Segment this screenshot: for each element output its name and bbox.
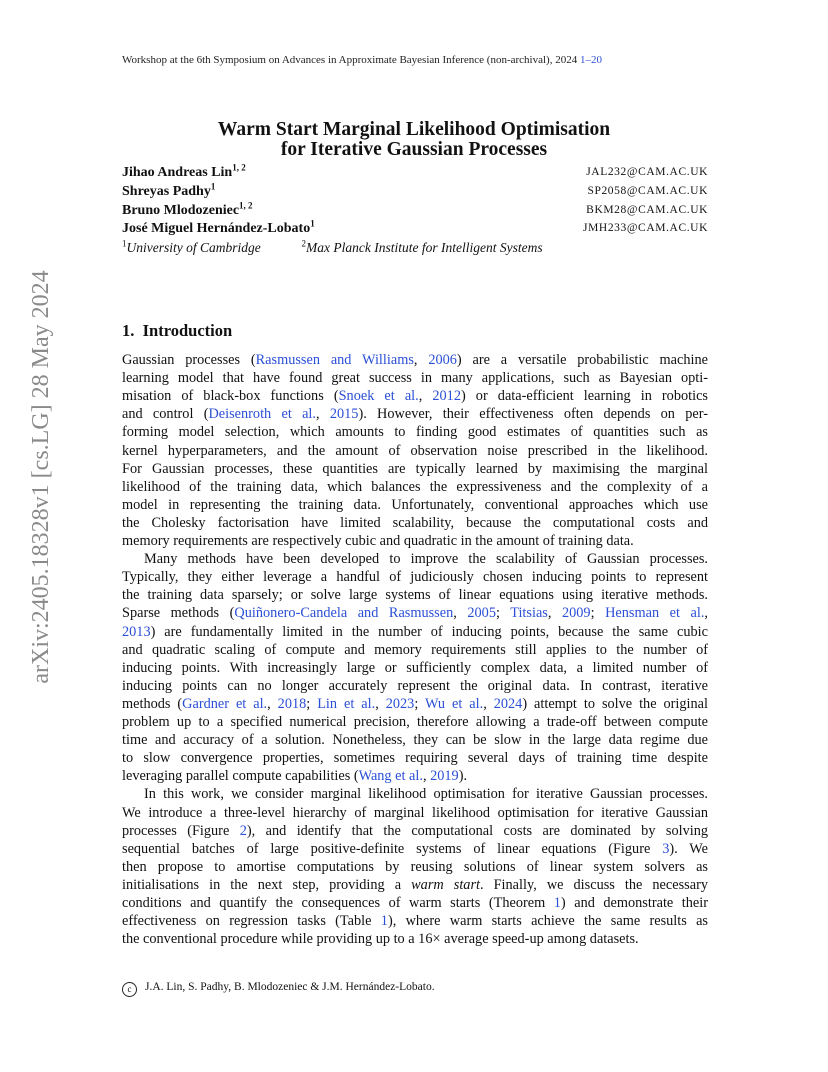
body-line [122,749,708,767]
text-run: the training data sparsely; or solve large systems of linear equations using iterative methods. [122,587,708,604]
text-run: initialisations in the next step, providing a [122,876,412,893]
affiliation-sup: 1 [122,238,127,249]
author-sup: 1 [310,218,315,229]
text-run: misation of black-box functions ( [122,388,339,405]
body-line [122,695,708,713]
text-run: sequential batches of large positive-definite systems of linear equations (Figure [122,840,663,857]
citation-link[interactable]: 2009 [561,605,591,622]
body-line [122,369,708,387]
author-name: Bruno Mlodozeniec [122,203,240,218]
text-run: the conventional procedure while providing up to a 16× average speed-up among datasets. [122,931,639,948]
text-run: We introduce a three-level hierarchy of marginal likelihood optimisation for iterative Gaussian [122,804,708,821]
footer [122,981,435,997]
text-run: ) and demonstrate their [560,895,709,911]
text-run: memory requirements are respectively cubic and quadratic in the amount of training data. [122,533,634,549]
text-run: , [375,695,386,712]
citation-link[interactable]: Snoek et al. [338,388,419,405]
section-heading [122,321,232,341]
text-run: ), where warm starts achieve the same results as [387,913,708,930]
citation-link[interactable]: Gardner et al. [182,695,268,712]
author-row [122,218,708,239]
body-line [122,876,708,894]
body-line [122,731,708,749]
citation-link[interactable]: 2005 [467,605,496,622]
author-row [122,200,708,221]
author-name: José Miguel Hernández-Lobato [122,221,311,236]
citation-link[interactable]: 2012 [432,388,461,405]
text-run: inducing points can no longer accurately represent the original data. In contrast, iterative [122,677,708,694]
text-run: ) are fundamentally limited in the number of inducing points, because the same cubic [150,623,708,640]
text-run: ). [458,768,468,785]
title-line-1: Warm Start Marginal Likelihood Optimisation [217,119,611,140]
text-run: Sparse methods ( [122,605,235,622]
venue-header [122,54,602,66]
author-email: BKM28@CAM.AC.UK [586,204,708,216]
text-run: , [704,605,708,622]
author-sup: 1, 2 [232,162,246,173]
body-line [122,858,708,876]
body-line [122,767,708,785]
text-run: to slow convergence properties, sometimes requiring several days of training time despite [122,750,708,767]
author-name-block [122,181,216,200]
text-run: , [483,695,494,712]
text-run: time and accuracy of a solution. Nonetheless, they can be slow in the large data regime due [122,732,708,749]
body-line [122,460,708,478]
author-email: JMH233@CAM.AC.UK [583,222,708,234]
author-name: Jihao Andreas Lin [122,165,233,180]
text-run: ). We [669,840,708,857]
body-line [122,532,708,550]
text-run: inducing points. With increasingly large or sufficiently complex data, a limited number of [122,659,708,676]
text-run: the Cholesky factorisation have limited scalability, because the computational costs and [122,514,708,531]
text-run: For Gaussian processes, these quantities are typically learned by maximising the marginal [122,460,708,477]
body-line [122,405,708,423]
citation-link[interactable]: 3 [662,840,670,857]
text-run: problem up to a specified numerical precision, therefore allowing a trade-off between compute [122,714,708,730]
text-run: model in representing the training data. Unfortunately, conventional approaches which use [122,496,708,513]
text-run: ; [590,605,606,622]
text-run: ; [414,695,425,712]
body-line [122,442,708,460]
text-run: processes (Figure [122,822,240,839]
body-line [122,623,708,641]
text-run: learning model that have found great success in many applications, such as Bayesian opti- [122,370,708,387]
body-line [122,604,708,622]
citation-link[interactable]: 1 [380,913,388,930]
text-run: then propose to amortise computations by reusing solutions of linear system solvers as [122,858,708,875]
citation-link[interactable]: 2015 [329,406,359,423]
footer-text: J.A. Lin, S. Padhy, B. Mlodozeniec & J.M. Hernández-Lobato. [145,981,435,993]
body-line [122,423,708,441]
section-number: 1. [122,321,135,340]
body-line [122,785,708,803]
author-row [122,181,708,202]
text-run: ; [306,695,318,712]
page-range-link[interactable]: 1–20 [579,54,602,66]
body-line [122,568,708,586]
citation-link[interactable]: 2 [239,822,247,839]
affiliation-name: University of Cambridge [126,240,261,255]
text-run: . Finally, we discuss the necessary [479,876,708,893]
body-line [122,659,708,677]
citation-link[interactable]: 1 [553,895,561,911]
body-line [122,514,708,532]
text-run: kernel hyperparameters, and the amount of observation noise prescribed in the likelihood. [122,442,708,459]
citation-link[interactable]: 2023 [385,695,415,712]
emphasis-text: warm start [411,876,480,893]
author-row [122,162,708,183]
text-run: ) or data-efficient learning in robotics [460,388,708,405]
body-line [122,496,708,514]
body-line [122,586,708,604]
body-line [122,677,708,695]
citation-link[interactable]: Deisenroth et al. [208,406,316,423]
author-name-block [122,200,253,219]
text-run: effectiveness on regression tasks (Table [122,913,381,930]
citation-link[interactable]: Wu et al. [424,695,484,712]
citation-link[interactable]: 2006 [428,352,457,368]
affiliation-name: Max Planck Institute for Intelligent Systems [306,240,543,255]
text-run: ) are a versatile probabilistic machine [456,352,708,368]
author-sup: 1 [210,181,216,192]
citation-link[interactable]: Quiñonero-Candela and Rasmussen [234,605,454,622]
body-line [122,822,708,840]
author-name: Shreyas Padhy [122,184,211,199]
text-run: Gaussian processes ( [122,352,256,368]
text-run: ), and identify that the computational costs are dominated by solving [246,822,708,839]
text-run: , [267,695,278,712]
author-sup: 1, 2 [239,200,253,211]
body-line [122,804,708,822]
citation-link[interactable]: 2018 [277,695,307,712]
citation-link[interactable]: Titsias [510,605,548,622]
text-run: , [547,605,562,622]
copyright-icon: c [122,982,137,997]
author-email: SP2058@CAM.AC.UK [587,185,708,197]
citation-link[interactable]: 2019 [430,768,459,785]
venue-text: Workshop at the 6th Symposium on Advances in Approximate Bayesian Inference (non-archival), 2024 [122,54,578,66]
text-run: , [413,352,429,368]
arxiv-stamp: arXiv:2405.18328v1 [cs.LG] 28 May 2024 [28,270,54,684]
body-line [122,912,708,930]
text-run: , [453,605,468,622]
text-run: forming model selection, which amounts to finding good estimates of quantities such as [122,424,708,441]
text-run: In this work, we consider marginal likelihood optimisation for iterative Gaussian processes. [144,786,708,803]
body-line [122,550,708,568]
paper-title [0,120,828,160]
text-run: , [315,406,330,423]
text-run: and control ( [122,406,209,423]
affiliation-sup: 2 [301,238,306,249]
citation-link[interactable]: 2024 [493,695,523,712]
citation-link[interactable]: Hensman et al. [605,605,705,622]
body-line [122,894,708,912]
text-run: methods ( [122,695,183,712]
text-run: Many methods have been developed to improve the scalability of Gaussian processes. [144,551,708,568]
text-run: ) attempt to solve the original [522,695,708,712]
citation-link[interactable]: Wang et al. [358,768,423,785]
text-run: and quadratic scaling of compute and memory requirements still applies to the number of [122,641,708,658]
author-email: JAL232@CAM.AC.UK [586,166,708,178]
text-run: likelihood of the training data, which balances the expressiveness and the complexity of a [122,478,708,495]
citation-link[interactable]: 2013 [122,623,151,640]
citation-link[interactable]: Lin et al. [317,695,376,712]
body-line [122,713,708,731]
body-line [122,641,708,659]
text-run: ). However, their effectiveness often depends on per- [358,406,708,423]
text-run: leveraging parallel compute capabilities ( [122,768,359,785]
section-title: Introduction [142,321,233,340]
text-run: ; [495,605,511,622]
author-name-block [122,218,315,237]
body-line [122,840,708,858]
body-line [122,478,708,496]
body-line [122,930,708,948]
text-run: , [418,388,433,405]
body-line [122,387,708,405]
author-name-block [122,162,246,181]
title-line-2: for Iterative Gaussian Processes [280,139,548,160]
text-run: Typically, they either leverage a handful of judiciously chosen inducing points to represent [122,569,708,586]
citation-link[interactable]: Rasmussen and Williams [255,352,414,368]
body-line [122,351,708,369]
text-run: conditions and quantify the consequences of warm starts (Theorem [122,895,554,911]
affiliations [122,240,543,256]
text-run: , [422,768,431,785]
